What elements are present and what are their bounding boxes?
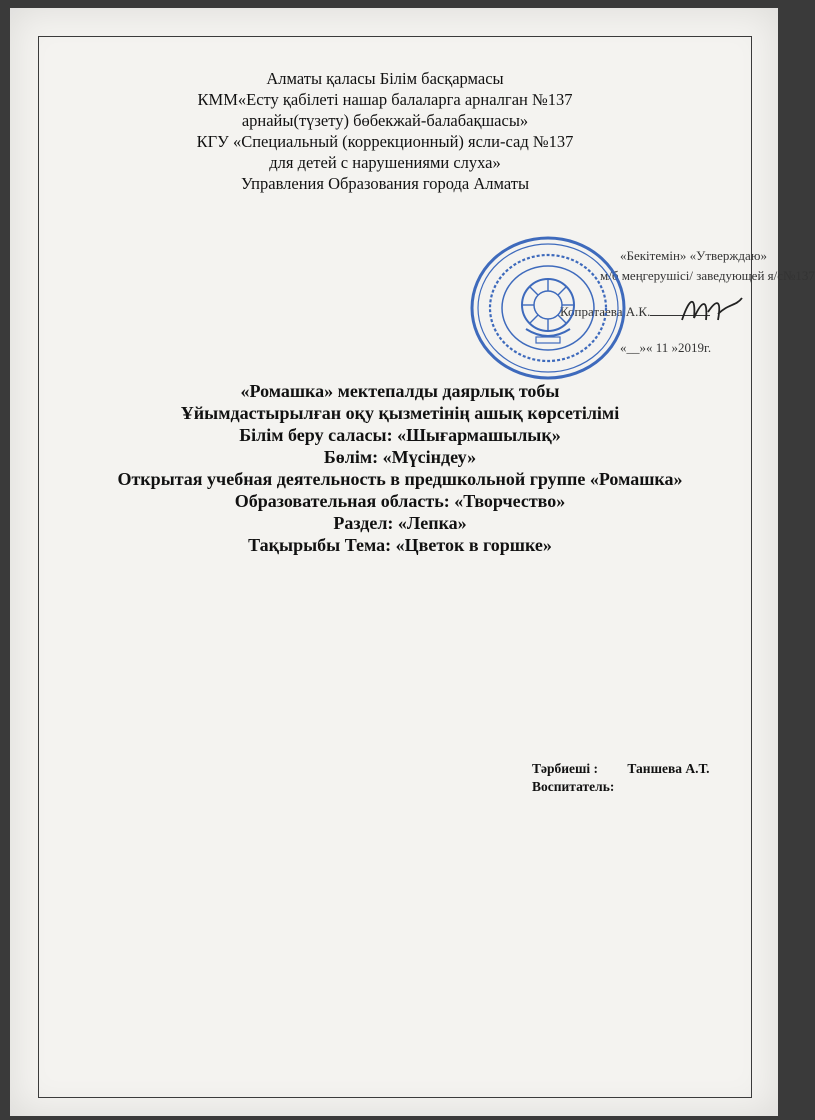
approval-date: «__»« 11 »2019г. — [620, 340, 712, 355]
header-line-2: КММ«Есту қабілеті нашар балаларга арналган №137 — [197, 90, 573, 109]
teacher-block — [532, 760, 762, 796]
document-page — [10, 8, 815, 1116]
header-line-3: арнайы(түзету) бөбекжай-балабақшасы» — [241, 111, 529, 130]
institution-header — [150, 68, 620, 194]
page-border-frame — [38, 36, 752, 1098]
official-seal-icon — [468, 233, 628, 383]
title-line-8: Тақырыбы Тема: «Цветок в горшке» — [248, 535, 552, 555]
title-line-1: «Ромашка» мектепалды даярлық тобы — [240, 381, 560, 401]
title-line-7: Раздел: «Лепка» — [333, 513, 467, 533]
title-line-6: Образовательная область: «Творчество» — [234, 491, 566, 511]
approval-title: «Бекітемін» «Утверждаю» — [620, 248, 767, 263]
header-line-5: для детей с нарушениями слуха» — [269, 153, 501, 172]
approval-signer-name: Копратаева А.К. — [560, 304, 651, 319]
title-line-5: Открытая учебная деятельность в предшкольной группе «Ромашка» — [117, 469, 683, 489]
teacher-role-kz: Тәрбиеші : — [532, 761, 599, 776]
header-line-4: КГУ «Специальный (коррекционный) ясли-сад №137 — [196, 132, 574, 151]
header-line-6: Управления Образования города Алматы — [240, 174, 530, 193]
approval-position: м/б меңгерушісі/ заведующей я/с№137 — [600, 268, 815, 283]
title-line-3: Білім беру саласы: «Шығармашылық» — [239, 425, 561, 445]
title-line-2: Ұйымдастырылған оқу қызметінің ашық көрсетілімі — [180, 403, 620, 423]
header-line-1: Алматы қаласы Білім басқармасы — [266, 69, 504, 88]
title-block — [40, 380, 760, 556]
teacher-name: Таншева А.Т. — [627, 761, 710, 776]
title-line-4: Бөлім: «Мүсіндеу» — [323, 447, 477, 467]
signature-icon — [678, 290, 746, 328]
teacher-role-ru: Воспитатель: — [532, 779, 615, 794]
teacher-row — [532, 760, 762, 778]
